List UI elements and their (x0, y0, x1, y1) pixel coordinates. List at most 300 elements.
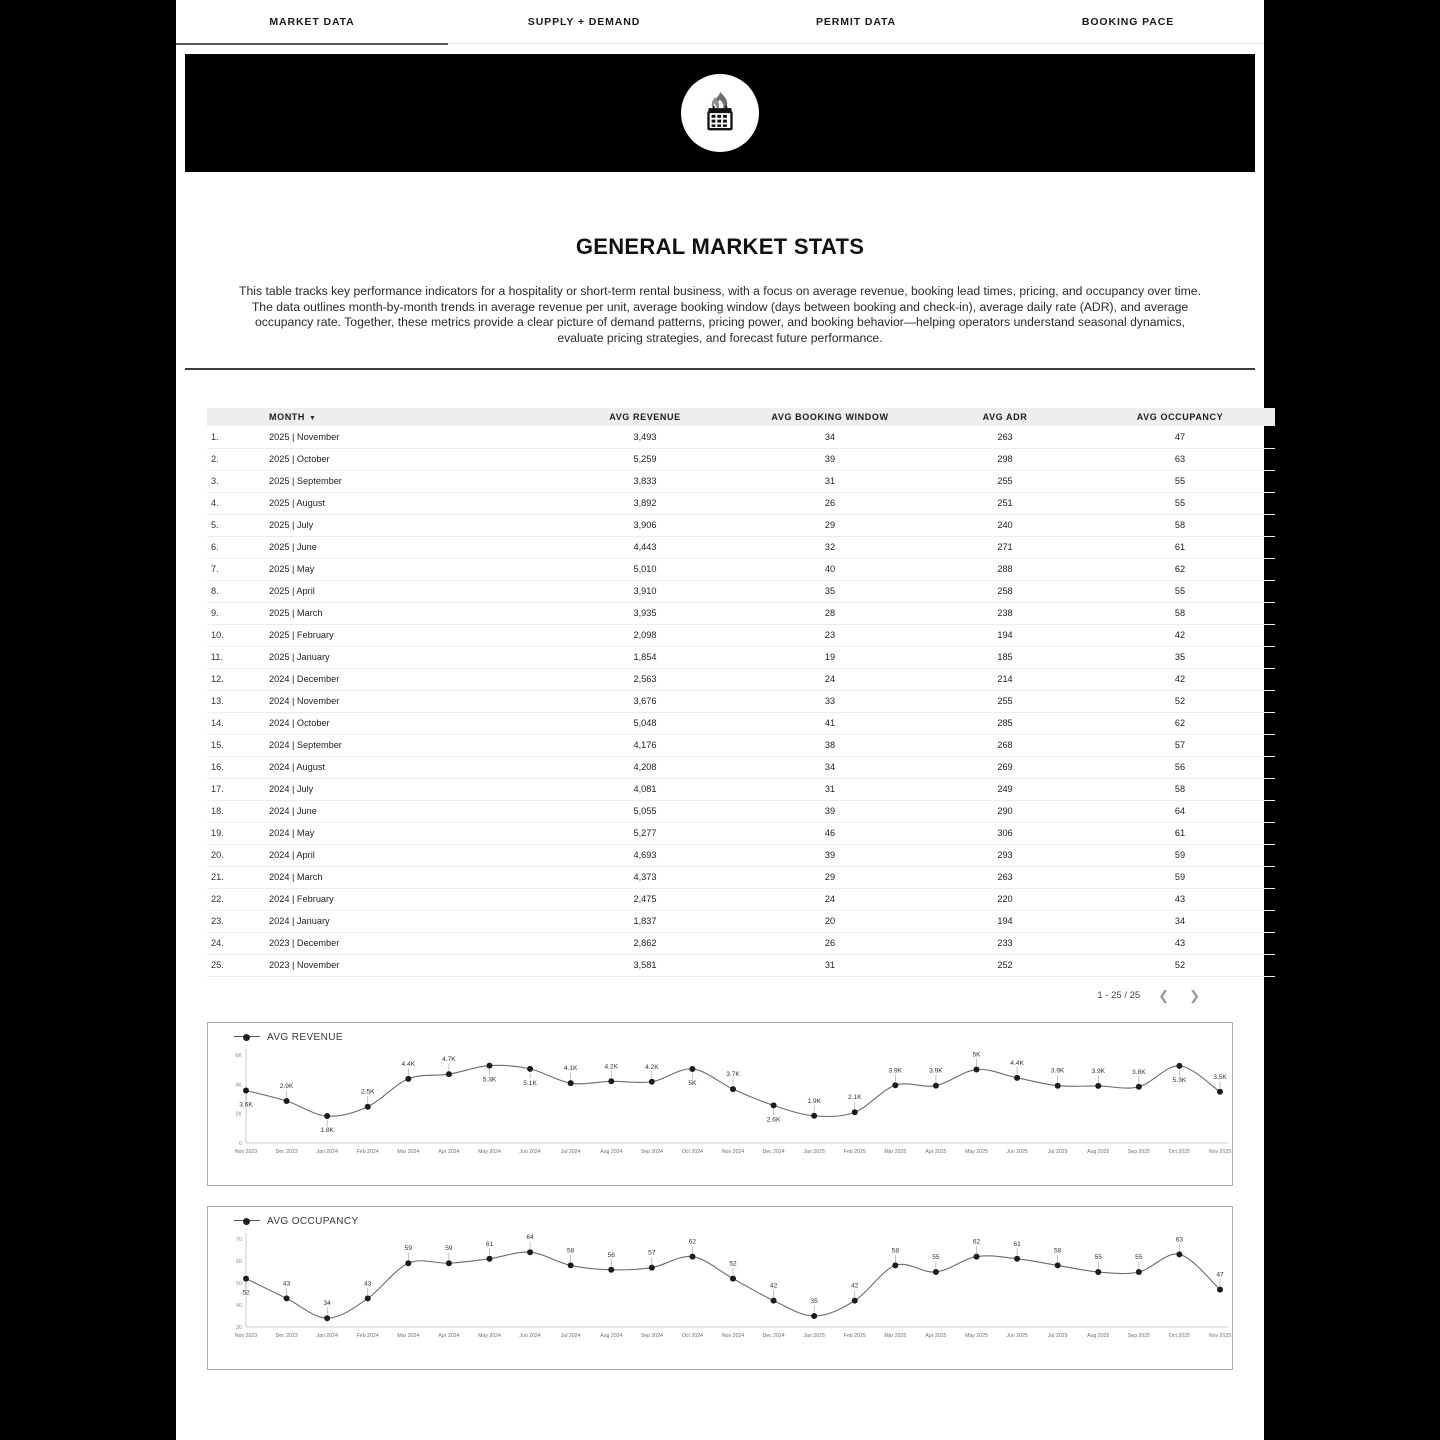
page-description: This table tracks key performance indicators for a hospitality or short-term rental business, with a focus on average revenue, booking lead times, pricing, and occupancy over time. The data outlines month-by-month trends in average revenue per unit, average booking window (days between booking and check-in), average daily rate (ADR), and average occupancy rate. Together, these metrics provide a clear picture of demand patterns, pricing power, and booking behavior—helping operators understand seasonal dynamics, evaluate pricing strategies, and forecast future performance. (239, 284, 1201, 345)
row-index: 23. (207, 910, 255, 932)
svg-text:Feb 2025: Feb 2025 (843, 1148, 866, 1155)
hero-banner (185, 54, 1255, 172)
cell-avg-booking-window: 31 (735, 954, 925, 976)
cell-avg-adr: 249 (925, 778, 1085, 800)
table-row[interactable] (207, 514, 1275, 536)
cell-avg-revenue: 3,906 (555, 514, 735, 536)
tab-label: MARKET DATA (269, 15, 355, 28)
row-index: 12. (207, 668, 255, 690)
cell-month: 2023 | November (255, 954, 555, 976)
row-index: 15. (207, 734, 255, 756)
svg-text:Apr 2024: Apr 2024 (438, 1148, 460, 1155)
svg-text:70: 70 (236, 1236, 242, 1243)
table-row[interactable] (207, 778, 1275, 800)
cell-avg-adr: 255 (925, 690, 1085, 712)
svg-text:5.3K: 5.3K (1172, 1076, 1187, 1084)
svg-text:43: 43 (282, 1279, 291, 1287)
table-row[interactable] (207, 932, 1275, 954)
cell-avg-adr: 298 (925, 448, 1085, 470)
cell-avg-occupancy: 35 (1085, 646, 1275, 668)
svg-text:1.9K: 1.9K (807, 1097, 821, 1105)
svg-text:4.4K: 4.4K (401, 1060, 416, 1068)
table-row[interactable] (207, 822, 1275, 844)
svg-text:Apr 2024: Apr 2024 (438, 1332, 460, 1339)
cell-avg-revenue: 2,475 (555, 888, 735, 910)
table-row[interactable] (207, 734, 1275, 756)
cell-month: 2025 | April (255, 580, 555, 602)
cell-avg-booking-window: 46 (735, 822, 925, 844)
cell-month: 2025 | November (255, 426, 555, 448)
cell-month: 2024 | June (255, 800, 555, 822)
row-index: 17. (207, 778, 255, 800)
svg-text:5K: 5K (688, 1079, 697, 1087)
cell-avg-occupancy: 64 (1085, 800, 1275, 822)
cell-avg-adr: 238 (925, 602, 1085, 624)
row-index: 20. (207, 844, 255, 866)
cell-month: 2025 | May (255, 558, 555, 580)
cell-month: 2024 | December (255, 668, 555, 690)
cell-avg-adr: 185 (925, 646, 1085, 668)
pagination-range: 1 - 25 / 25 (1097, 989, 1141, 1001)
cell-avg-adr: 233 (925, 932, 1085, 954)
table-row[interactable] (207, 492, 1275, 514)
avg-occupancy-line-chart (208, 1207, 1232, 1369)
cell-month: 2025 | September (255, 470, 555, 492)
svg-text:55: 55 (932, 1253, 940, 1261)
svg-text:52: 52 (729, 1260, 737, 1268)
svg-text:63: 63 (1175, 1235, 1184, 1243)
cell-avg-adr: 263 (925, 866, 1085, 888)
svg-text:Sep 2024: Sep 2024 (640, 1148, 663, 1155)
table-row[interactable] (207, 580, 1275, 602)
svg-text:64: 64 (526, 1233, 534, 1241)
col-month[interactable] (255, 408, 555, 426)
svg-text:Oct 2024: Oct 2024 (681, 1332, 703, 1339)
svg-text:Jul 2025: Jul 2025 (1047, 1148, 1068, 1155)
row-index: 7. (207, 558, 255, 580)
svg-text:5.1K: 5.1K (523, 1079, 537, 1087)
cell-avg-booking-window: 39 (735, 448, 925, 470)
cell-avg-occupancy: 56 (1085, 756, 1275, 778)
cell-month: 2025 | January (255, 646, 555, 668)
chevron-left-icon[interactable]: ❮ (1158, 987, 1170, 1003)
table-row[interactable] (207, 866, 1275, 888)
cell-avg-adr: 251 (925, 492, 1085, 514)
row-index: 13. (207, 690, 255, 712)
cell-avg-occupancy: 62 (1085, 712, 1275, 734)
row-index: 25. (207, 954, 255, 976)
svg-text:42: 42 (769, 1282, 778, 1290)
cell-avg-revenue: 4,693 (555, 844, 735, 866)
cell-avg-occupancy: 62 (1085, 558, 1275, 580)
svg-text:52: 52 (242, 1289, 250, 1297)
cell-avg-revenue: 4,176 (555, 734, 735, 756)
row-index: 10. (207, 624, 255, 646)
cell-month: 2024 | January (255, 910, 555, 932)
svg-text:Jan 2024: Jan 2024 (316, 1332, 338, 1339)
cell-avg-occupancy: 55 (1085, 580, 1275, 602)
svg-text:55: 55 (1135, 1253, 1143, 1261)
table-row[interactable] (207, 646, 1275, 668)
table-row[interactable] (207, 800, 1275, 822)
svg-text:3.5K: 3.5K (1213, 1073, 1227, 1081)
cell-avg-booking-window: 20 (735, 910, 925, 932)
cell-month: 2024 | July (255, 778, 555, 800)
svg-text:2K: 2K (235, 1111, 242, 1118)
cell-month: 2023 | December (255, 932, 555, 954)
svg-text:2.9K: 2.9K (279, 1082, 294, 1090)
svg-text:43: 43 (364, 1279, 372, 1287)
cell-avg-booking-window: 23 (735, 624, 925, 646)
cell-avg-revenue: 3,676 (555, 690, 735, 712)
svg-text:Oct 2025: Oct 2025 (1168, 1148, 1190, 1155)
cell-month: 2024 | August (255, 756, 555, 778)
cell-avg-booking-window: 24 (735, 888, 925, 910)
cell-avg-revenue: 5,277 (555, 822, 735, 844)
tab-supply-demand[interactable] (448, 0, 720, 44)
cell-avg-adr: 268 (925, 734, 1085, 756)
cell-avg-occupancy: 47 (1085, 426, 1275, 448)
row-index: 18. (207, 800, 255, 822)
svg-text:Oct 2024: Oct 2024 (681, 1148, 703, 1155)
cell-month: 2024 | October (255, 712, 555, 734)
svg-text:47: 47 (1216, 1271, 1224, 1279)
svg-text:Mar 2024: Mar 2024 (397, 1148, 420, 1155)
svg-text:58: 58 (566, 1246, 575, 1254)
svg-text:Dec 2023: Dec 2023 (275, 1332, 298, 1339)
svg-text:34: 34 (323, 1299, 331, 1307)
svg-text:1.8K: 1.8K (320, 1126, 334, 1134)
table-row[interactable] (207, 558, 1275, 580)
svg-text:35: 35 (810, 1297, 818, 1305)
cell-month: 2024 | May (255, 822, 555, 844)
row-index: 21. (207, 866, 255, 888)
svg-text:61: 61 (485, 1240, 494, 1248)
row-index: 1. (207, 426, 255, 448)
svg-text:Nov 2023: Nov 2023 (234, 1332, 258, 1339)
col-avg-booking-window[interactable]: AVG BOOKING WINDOW (735, 408, 925, 426)
cell-avg-revenue: 4,081 (555, 778, 735, 800)
sort-caret-icon[interactable]: ▼ (309, 415, 317, 422)
svg-text:4.1K: 4.1K (563, 1064, 578, 1072)
market-stats-table-container (207, 408, 1233, 1002)
cell-avg-booking-window: 19 (735, 646, 925, 668)
cell-avg-occupancy: 42 (1085, 624, 1275, 646)
table-row[interactable] (207, 426, 1275, 448)
svg-text:Aug 2024: Aug 2024 (600, 1332, 623, 1339)
svg-text:3.9K: 3.9K (888, 1066, 903, 1074)
svg-text:Jul 2025: Jul 2025 (1047, 1332, 1068, 1339)
svg-text:57: 57 (648, 1249, 656, 1257)
cell-avg-adr: 293 (925, 844, 1085, 866)
cell-avg-occupancy: 61 (1085, 536, 1275, 558)
col-index (207, 408, 255, 426)
svg-text:3.8K: 3.8K (1132, 1068, 1146, 1076)
cell-avg-occupancy: 52 (1085, 954, 1275, 976)
legend-label: AVG OCCUPANCY (267, 1215, 359, 1227)
cell-avg-booking-window: 26 (735, 492, 925, 514)
tab-label: PERMIT DATA (815, 15, 897, 28)
cell-avg-occupancy: 43 (1085, 932, 1275, 954)
svg-text:Aug 2025: Aug 2025 (1087, 1148, 1110, 1155)
table-row[interactable] (207, 888, 1275, 910)
svg-text:40: 40 (236, 1302, 242, 1309)
table-row[interactable] (207, 954, 1275, 976)
svg-text:Dec 2023: Dec 2023 (275, 1148, 298, 1155)
svg-text:Jan 2024: Jan 2024 (316, 1148, 338, 1155)
cell-avg-booking-window: 31 (735, 778, 925, 800)
cell-avg-adr: 255 (925, 470, 1085, 492)
svg-text:Sep 2025: Sep 2025 (1127, 1148, 1150, 1155)
col-month-label: MONTH (269, 412, 305, 422)
brand-logo (681, 74, 759, 152)
table-row[interactable] (207, 668, 1275, 690)
row-index: 22. (207, 888, 255, 910)
cell-avg-adr: 194 (925, 910, 1085, 932)
row-index: 11. (207, 646, 255, 668)
svg-text:Nov 2023: Nov 2023 (234, 1148, 258, 1155)
cell-avg-revenue: 5,055 (555, 800, 735, 822)
table-header-row (207, 408, 1275, 426)
svg-text:2.1K: 2.1K (847, 1093, 862, 1101)
row-index: 5. (207, 514, 255, 536)
row-index: 2. (207, 448, 255, 470)
cell-avg-adr: 258 (925, 580, 1085, 602)
cell-avg-occupancy: 59 (1085, 866, 1275, 888)
cell-avg-revenue: 2,862 (555, 932, 735, 954)
tab-label: BOOKING PACE (1081, 15, 1175, 28)
section-divider (185, 368, 1255, 370)
svg-text:5K: 5K (972, 1051, 981, 1059)
svg-text:Apr 2025: Apr 2025 (925, 1148, 947, 1155)
table-row[interactable] (207, 690, 1275, 712)
row-index: 14. (207, 712, 255, 734)
cell-avg-revenue: 4,208 (555, 756, 735, 778)
svg-text:5.3K: 5.3K (482, 1076, 497, 1084)
svg-text:59: 59 (404, 1244, 413, 1252)
cell-avg-booking-window: 35 (735, 580, 925, 602)
row-index: 9. (207, 602, 255, 624)
cell-avg-adr: 252 (925, 954, 1085, 976)
svg-text:55: 55 (1094, 1253, 1102, 1261)
svg-text:Oct 2025: Oct 2025 (1168, 1332, 1190, 1339)
tab-market-data[interactable] (176, 0, 448, 44)
svg-text:4.7K: 4.7K (442, 1055, 456, 1063)
cell-avg-booking-window: 39 (735, 844, 925, 866)
svg-text:60: 60 (236, 1258, 242, 1265)
table-body (207, 426, 1275, 976)
calendar-flame-icon (697, 88, 743, 139)
svg-text:58: 58 (891, 1246, 900, 1254)
svg-text:Jan 2025: Jan 2025 (803, 1332, 825, 1339)
cell-avg-revenue: 5,259 (555, 448, 735, 470)
svg-text:Jun 2025: Jun 2025 (1006, 1148, 1028, 1155)
cell-avg-revenue: 3,935 (555, 602, 735, 624)
col-avg-occupancy[interactable]: AVG OCCUPANCY (1085, 408, 1275, 426)
svg-text:Jul 2024: Jul 2024 (560, 1332, 581, 1339)
cell-month: 2025 | February (255, 624, 555, 646)
svg-text:Jul 2024: Jul 2024 (560, 1148, 581, 1155)
row-index: 4. (207, 492, 255, 514)
cell-avg-revenue: 3,910 (555, 580, 735, 602)
cell-avg-occupancy: 58 (1085, 602, 1275, 624)
svg-text:May 2024: May 2024 (478, 1148, 501, 1155)
cell-avg-revenue: 5,048 (555, 712, 735, 734)
svg-text:4K: 4K (235, 1081, 242, 1088)
cell-month: 2024 | March (255, 866, 555, 888)
cell-avg-adr: 271 (925, 536, 1085, 558)
market-stats-table (207, 408, 1275, 977)
cell-avg-adr: 263 (925, 426, 1085, 448)
cell-avg-revenue: 5,010 (555, 558, 735, 580)
svg-text:62: 62 (688, 1238, 697, 1246)
cell-month: 2025 | October (255, 448, 555, 470)
table-row[interactable] (207, 910, 1275, 932)
svg-text:Jun 2025: Jun 2025 (1006, 1332, 1028, 1339)
table-row[interactable] (207, 602, 1275, 624)
cell-avg-revenue: 4,373 (555, 866, 735, 888)
cell-avg-booking-window: 41 (735, 712, 925, 734)
svg-text:30: 30 (236, 1324, 242, 1331)
cell-avg-occupancy: 57 (1085, 734, 1275, 756)
svg-text:59: 59 (445, 1244, 453, 1252)
col-avg-revenue[interactable]: AVG REVENUE (555, 408, 735, 426)
avg-revenue-line-chart (208, 1023, 1232, 1185)
cell-avg-adr: 306 (925, 822, 1085, 844)
cell-avg-adr: 240 (925, 514, 1085, 536)
table-row[interactable] (207, 844, 1275, 866)
svg-text:4.2K: 4.2K (604, 1062, 619, 1070)
svg-text:62: 62 (972, 1238, 981, 1246)
table-row[interactable] (207, 536, 1275, 558)
svg-text:50: 50 (236, 1280, 242, 1287)
top-tab-bar (176, 0, 1264, 44)
cell-avg-occupancy: 61 (1085, 822, 1275, 844)
tab-permit-data[interactable] (720, 0, 992, 44)
col-avg-adr[interactable]: AVG ADR (925, 408, 1085, 426)
cell-avg-revenue: 3,833 (555, 470, 735, 492)
svg-text:Dec 2024: Dec 2024 (762, 1332, 785, 1339)
cell-avg-occupancy: 63 (1085, 448, 1275, 470)
svg-text:3.9K: 3.9K (1050, 1067, 1065, 1075)
row-index: 24. (207, 932, 255, 954)
svg-text:Mar 2025: Mar 2025 (884, 1148, 907, 1155)
cell-avg-booking-window: 34 (735, 756, 925, 778)
svg-text:61: 61 (1013, 1240, 1021, 1248)
cell-month: 2024 | February (255, 888, 555, 910)
cell-avg-booking-window: 28 (735, 602, 925, 624)
page-title: GENERAL MARKET STATS (575, 234, 865, 259)
svg-text:Nov 2024: Nov 2024 (721, 1332, 745, 1339)
svg-text:4.4K: 4.4K (1010, 1059, 1024, 1067)
svg-text:4.2K: 4.2K (645, 1063, 659, 1071)
svg-text:Dec 2024: Dec 2024 (762, 1148, 785, 1155)
cell-month: 2025 | July (255, 514, 555, 536)
svg-text:Apr 2025: Apr 2025 (925, 1332, 947, 1339)
avg-occupancy-chart-card (207, 1206, 1233, 1370)
cell-avg-revenue: 1,854 (555, 646, 735, 668)
svg-text:2.5K: 2.5K (360, 1088, 375, 1096)
cell-avg-adr: 288 (925, 558, 1085, 580)
cell-avg-occupancy: 55 (1085, 492, 1275, 514)
svg-text:Jun 2024: Jun 2024 (519, 1148, 541, 1155)
cell-avg-booking-window: 38 (735, 734, 925, 756)
tab-booking-pace[interactable] (992, 0, 1264, 44)
svg-text:Jan 2025: Jan 2025 (803, 1148, 825, 1155)
cell-avg-occupancy: 34 (1085, 910, 1275, 932)
svg-text:Feb 2024: Feb 2024 (356, 1148, 379, 1155)
svg-text:Nov 2024: Nov 2024 (721, 1148, 745, 1155)
row-index: 16. (207, 756, 255, 778)
cell-avg-occupancy: 52 (1085, 690, 1275, 712)
cell-avg-revenue: 2,098 (555, 624, 735, 646)
svg-text:58: 58 (1053, 1246, 1062, 1254)
table-row[interactable] (207, 448, 1275, 470)
cell-avg-occupancy: 55 (1085, 470, 1275, 492)
cell-avg-booking-window: 29 (735, 514, 925, 536)
table-row[interactable] (207, 712, 1275, 734)
cell-avg-booking-window: 34 (735, 426, 925, 448)
svg-text:3.9K: 3.9K (1091, 1067, 1106, 1075)
cell-avg-booking-window: 32 (735, 536, 925, 558)
svg-text:Jun 2024: Jun 2024 (519, 1332, 541, 1339)
cell-avg-occupancy: 58 (1085, 778, 1275, 800)
chevron-right-icon[interactable]: ❯ (1189, 987, 1200, 1003)
row-index: 3. (207, 470, 255, 492)
svg-text:Aug 2024: Aug 2024 (600, 1148, 623, 1155)
svg-text:Mar 2024: Mar 2024 (397, 1332, 420, 1339)
svg-text:Nov 2025: Nov 2025 (1208, 1332, 1232, 1339)
cell-avg-booking-window: 40 (735, 558, 925, 580)
page-root (176, 0, 1264, 1440)
svg-text:42: 42 (851, 1282, 859, 1290)
svg-text:Mar 2025: Mar 2025 (884, 1332, 907, 1339)
svg-text:6K: 6K (235, 1052, 242, 1059)
svg-text:3.9K: 3.9K (929, 1067, 943, 1075)
cell-month: 2024 | April (255, 844, 555, 866)
pagination (207, 989, 1202, 1002)
row-index: 8. (207, 580, 255, 602)
cell-avg-occupancy: 59 (1085, 844, 1275, 866)
svg-text:May 2025: May 2025 (965, 1332, 988, 1339)
svg-text:Feb 2024: Feb 2024 (356, 1332, 379, 1339)
tab-label: SUPPLY + DEMAND (527, 15, 641, 28)
cell-avg-adr: 220 (925, 888, 1085, 910)
cell-avg-booking-window: 26 (735, 932, 925, 954)
cell-month: 2024 | September (255, 734, 555, 756)
svg-text:May 2025: May 2025 (965, 1148, 988, 1155)
table-row[interactable] (207, 470, 1275, 492)
cell-month: 2025 | August (255, 492, 555, 514)
cell-avg-adr: 269 (925, 756, 1085, 778)
cell-avg-adr: 290 (925, 800, 1085, 822)
table-row[interactable] (207, 756, 1275, 778)
cell-month: 2025 | March (255, 602, 555, 624)
svg-text:Nov 2025: Nov 2025 (1208, 1148, 1232, 1155)
svg-text:3.6K: 3.6K (239, 1100, 253, 1108)
svg-text:May 2024: May 2024 (478, 1332, 501, 1339)
cell-avg-revenue: 2,563 (555, 668, 735, 690)
cell-avg-revenue: 3,581 (555, 954, 735, 976)
svg-text:56: 56 (607, 1251, 615, 1259)
table-row[interactable] (207, 624, 1275, 646)
cell-avg-revenue: 3,493 (555, 426, 735, 448)
svg-text:Aug 2025: Aug 2025 (1087, 1332, 1110, 1339)
hero-section (176, 44, 1264, 172)
cell-avg-revenue: 4,443 (555, 536, 735, 558)
cell-avg-booking-window: 29 (735, 866, 925, 888)
cell-avg-revenue: 1,837 (555, 910, 735, 932)
